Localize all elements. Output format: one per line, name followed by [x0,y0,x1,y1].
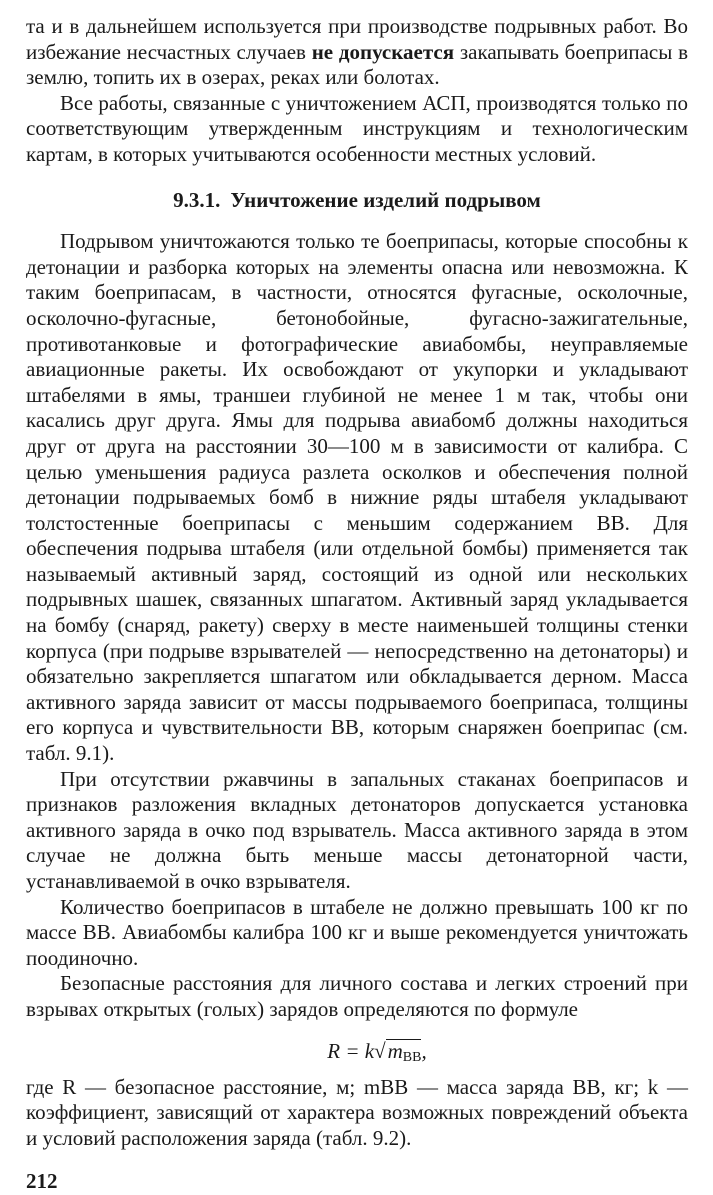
paragraph-1-start: та и в дальнейшем используется при производстве подрывных работ. Во избежание несчастных случаев [26,14,688,64]
formula-lhs: R = k [327,1038,375,1063]
formula-radicand-var: m [387,1038,403,1063]
paragraph-3: Подрывом уничтожаются только те боеприпасы, которые способны к детонации и разборка которых на элементы опасна или невозможна. К таким боеприпасам, в частности, относятся фугасные, осколочные, осколочно-фугасные, бетонобойные, фугасно-зажигательные, противотанковые и фотографические авиабомбы, неуправляемые авиационные ракеты. Их освобождают от укупорки и укладывают штабелями в ямы, траншеи глубиной не менее 1 м так, чтобы они касались друг друга. Ямы для подрыва авиабомб должны находиться друг от друга на расстоянии 30—100 м в зависимости от калибра. С целью уменьшения радиуса разлета осколков и обеспечения полной детонации подрываемых бомб в нижние ряды штабеля укладывают толстостенные боеприпасы с меньшим содержанием ВВ. Для обеспечения подрыва штабеля (или отдельной бомбы) применяется так называемый активный заряд, состоящий из одной или нескольких подрывных шашек, связанных шпагатом. Активный заряд укладывается на бомбу (снаряд, ракету) сверху в месте наименьшей толщины стенки корпуса (при подрыве взрывателей — непосредственно на детонаторы) и обязательно закрепляется шпагатом или обкладывается дерном. Масса активного заряда зависит от массы подрываемого боеприпаса, толщины его корпуса и чувствительности ВВ, которым снаряжен боеприпас (см. табл. 9.1). [26,229,688,766]
paragraph-7: где R — безопасное расстояние, м; mВВ — масса заряда ВВ, кг; k — коэффициент, зависящий от характера возможных повреждений объекта и условий расположения заряда (табл. 9.2). [26,1074,688,1150]
document-page [26,14,688,1195]
paragraph-1 [26,14,688,91]
paragraph-5: Количество боеприпасов в штабеле не должно превышать 100 кг по массе ВВ. Авиабомбы калибра 100 кг и выше рекомендуется уничтожать поодиночно. [26,894,688,970]
page-number: 212 [26,1169,58,1194]
paragraph-1-emphasis: не допускается [311,39,455,64]
section-heading [26,188,688,214]
paragraph-6: Безопасные расстояния для личного состава и легких строений при взрывах открытых (голых) зарядов определяются по формуле [26,971,688,1021]
paragraph-2: Все работы, связанные с уничтожением АСП, производятся только по соответствующим утвержденным инструкциям и технологическим картам, в которых учитываются особенности местных условий. [26,90,688,166]
paragraph-4: При отсутствии ржавчины в запальных стаканах боеприпасов и признаков разложения вкладных детонаторов допускается установка активного заряда в очко под взрыватель. Масса активного заряда в этом случае не должна быть меньше массы детонаторной части, устанавливаемой в очко взрывателя. [26,766,688,893]
section-number: 9.3.1. [173,187,221,212]
formula-trail: , [421,1038,427,1063]
formula-subscript: ВВ [402,1049,422,1065]
sqrt-sign: √ [374,1038,386,1063]
formula [26,1039,688,1069]
paragraph-1-end: закапывать боеприпасы в землю, топить их в озерах, реках или болотах. [26,39,688,90]
section-title: Уничтожение изделий подрывом [230,187,541,212]
formula-radicand [386,1039,422,1069]
